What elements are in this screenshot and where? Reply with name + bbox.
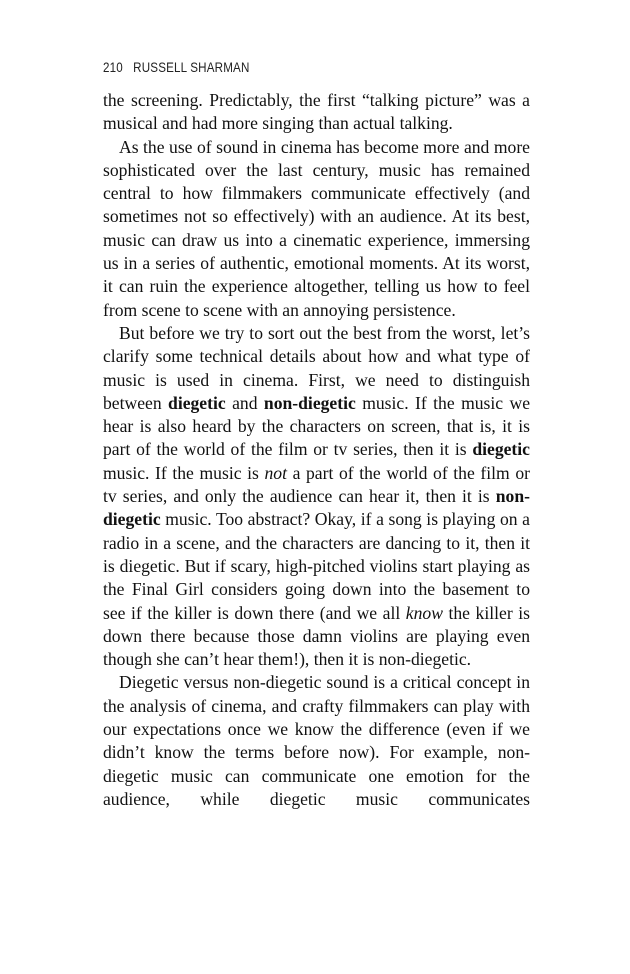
text-run: music. If the music is (103, 462, 265, 483)
text-run: music. If the music we hear is also heard by the characters on screen, that is, it is part of the world of the film or tv series, then it is (103, 392, 531, 460)
bold-term: non-diegetic (263, 392, 356, 413)
bold-term: non-diegetic (103, 486, 530, 530)
text-run: the killer is down there because those damn violins are playing even though she can’t hear them!), then it is non-diegetic. (103, 602, 530, 670)
paragraph-sound-in-cinema (103, 136, 530, 322)
paragraph-continuation (103, 89, 530, 136)
running-head-author: RUSSELL SHARMAN (133, 60, 250, 75)
italic-emphasis: know (405, 602, 443, 623)
text-run: As the use of sound in cinema has become more and more sophisticated over the last century, music has remained central to how filmmakers communicate effectively (and sometimes not so effectively) with an audience. At its best, music can draw us into a cinematic experience, immersing us in a series of authentic, emotional moments. At its worst, it can ruin the experience altogether, telling us how to feel from scene to scene with an annoying persistence. (103, 136, 530, 320)
text-run: But before we try to sort out the best from the worst, let’s clarify some technical details about how and what type of music is used in cinema. First, we need to distinguish between (103, 322, 530, 413)
paragraph-diegetic-definition (103, 322, 530, 671)
text-run: music. Too abstract? Okay, if a song is playing on a radio in a scene, and the characters are dancing to it, then it is diegetic. But if scary, high-pitched violins start playing as the Final Girl considers going down into the basement to see if the killer is down there (and we all (103, 509, 530, 623)
text-run: the screening. Predictably, the first “talking picture” was a musical and had more singing than actual talking. (103, 90, 530, 134)
paragraph-critical-concept (103, 671, 530, 811)
body-text (103, 89, 530, 811)
text-run: a part of the world of the film or tv series, and only the audience can hear it, then it is (103, 462, 530, 507)
running-head (103, 60, 250, 75)
bold-term: diegetic (168, 392, 226, 413)
page-number: 210 (103, 60, 123, 75)
bold-term: diegetic (472, 439, 530, 460)
text-run: and (225, 392, 264, 413)
text-run: Diegetic versus non-diegetic sound is a critical concept in the analysis of cinema, and crafty filmmakers can play with our expectations once we know the difference (even if we didn’t know the terms before now). For example, non-diegetic music can communicate one emotion for the audience, while diegetic music communicates (103, 672, 530, 809)
italic-emphasis: not (264, 462, 287, 483)
